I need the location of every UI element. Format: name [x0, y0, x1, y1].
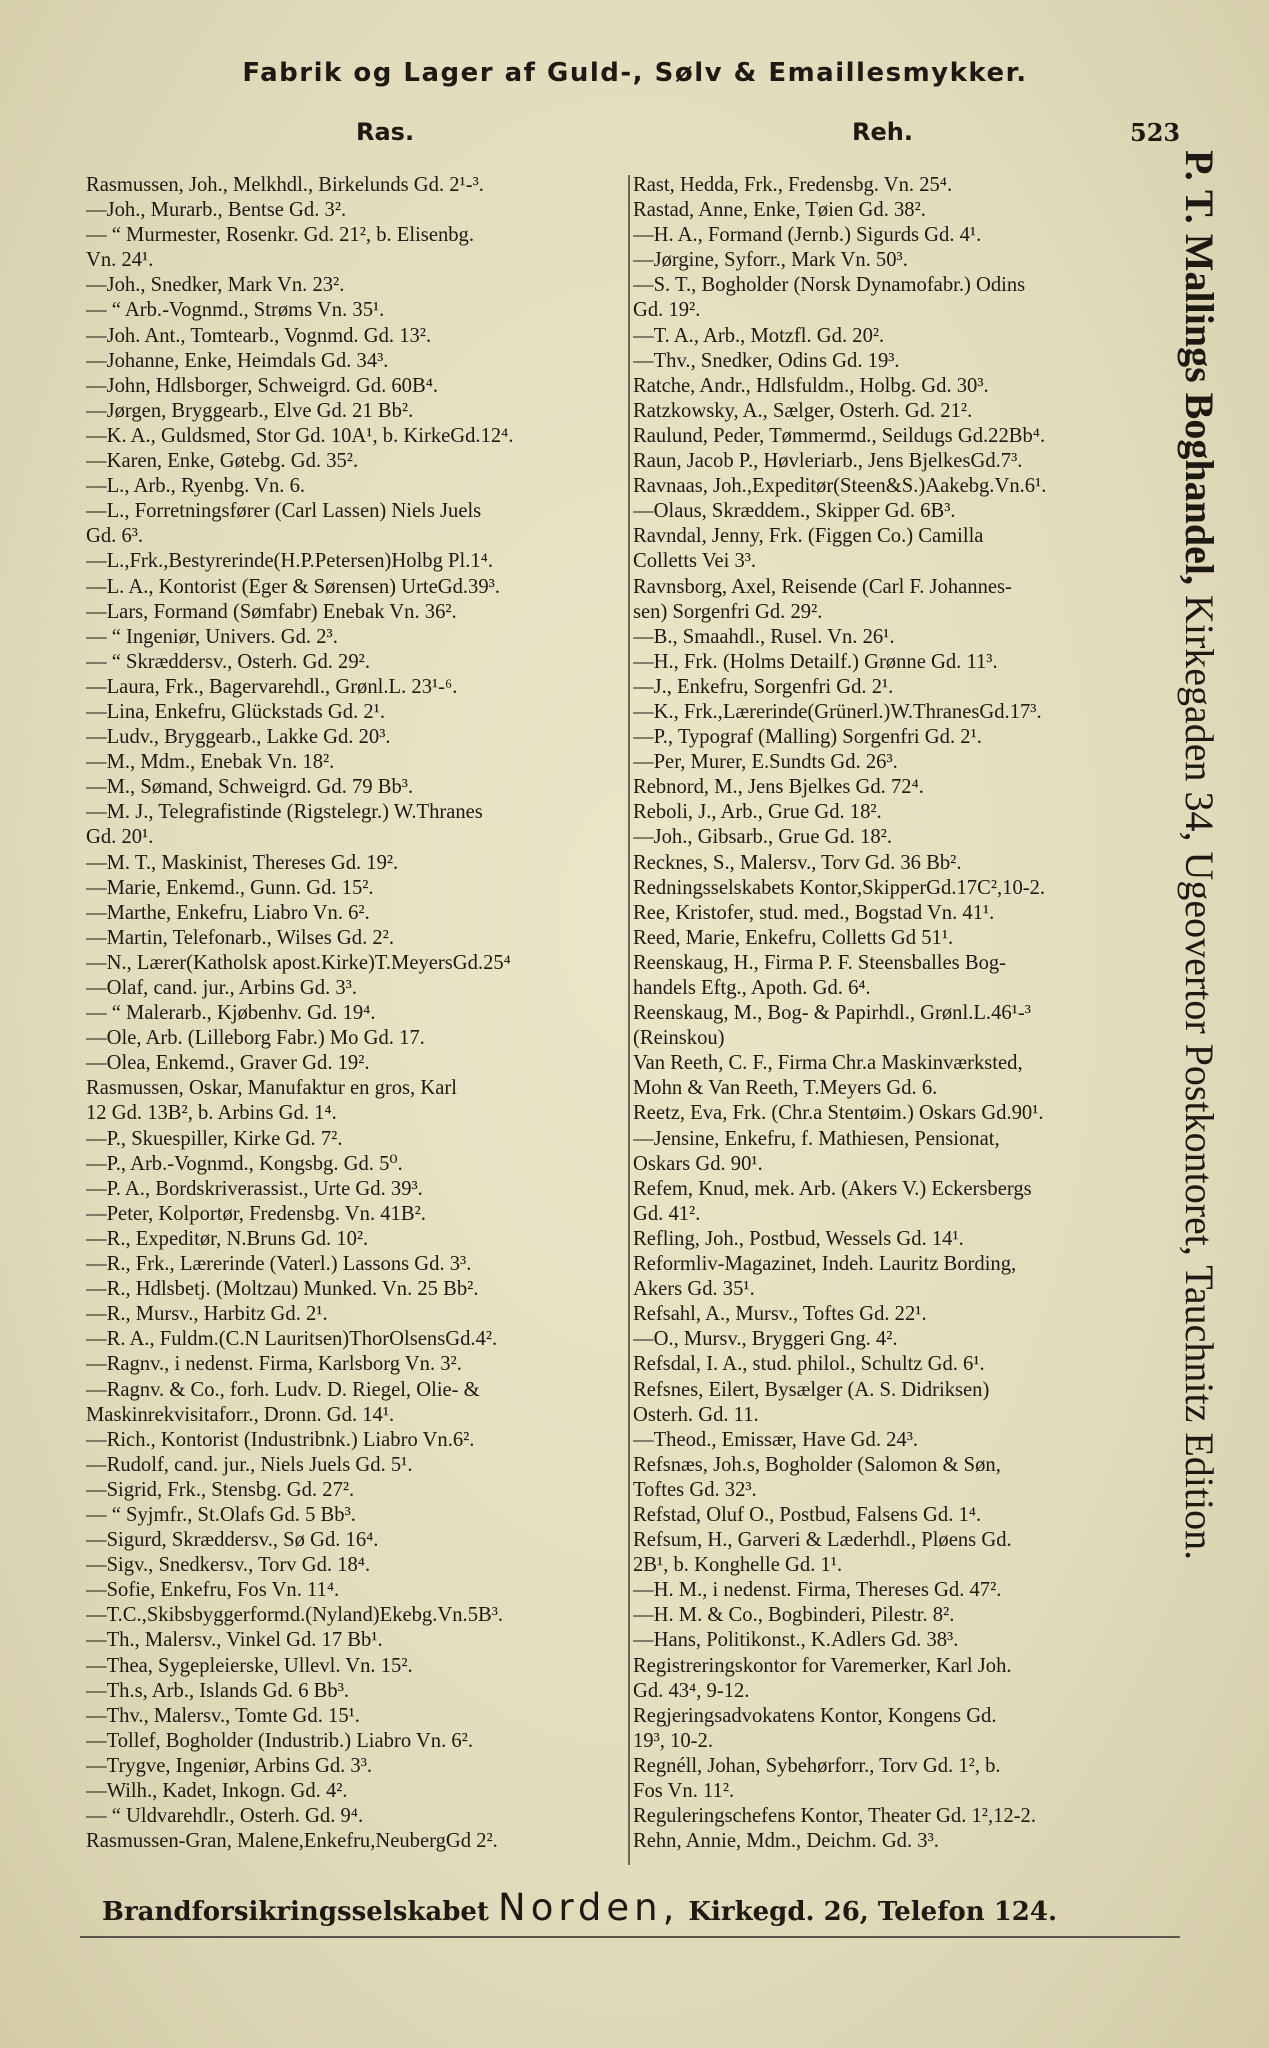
directory-entry-line: —P., Skuespiller, Kirke Gd. 7². [86, 1127, 343, 1150]
directory-entry-line: Rasmussen, Joh., Melkhdl., Birkelunds Gd. 2¹-³. [86, 174, 484, 196]
directory-entry-line: —Joh., Snedker, Mark Vn. 23². [86, 274, 345, 297]
directory-entry-line: — “ Arb.-Vognmd., Strøms Vn. 35¹. [86, 299, 385, 322]
directory-entry-line: —L.,Frk.,Bestyrerinde(H.P.Petersen)Holbg Pl.1⁴. [86, 550, 493, 573]
directory-entry-line: —R., Expeditør, N.Bruns Gd. 10². [86, 1227, 369, 1250]
directory-entry-line: —Olea, Enkemd., Graver Gd. 19². [86, 1052, 370, 1075]
directory-entry-line: —L., Forretningsfører (Carl Lassen) Niels Juels [86, 500, 482, 523]
directory-entry-line: —Theod., Emissær, Have Gd. 24³. [633, 1428, 919, 1451]
directory-entry-line: —K. A., Guldsmed, Stor Gd. 10A¹, b. KirkeGd.12⁴. [86, 424, 514, 447]
directory-entry-line: Redningsselskabets Kontor,SkipperGd.17C²,10-2. [633, 876, 1046, 899]
directory-entry-line: Reenskaug, H., Firma P. F. Steensballes Bog- [633, 951, 1007, 974]
directory-entry-line: Reenskaug, M., Bog- & Papirhdl., Grønl.L.46¹-³ [633, 1002, 1031, 1025]
directory-entry-line: Akers Gd. 35¹. [633, 1278, 755, 1301]
side-advertisement [1164, 150, 1234, 1930]
directory-entry-line: Toftes Gd. 32³. [633, 1478, 757, 1501]
directory-entry-line: —T.C.,Skibsbyggerformd.(Nyland)Ekebg.Vn.5B³. [86, 1604, 504, 1627]
directory-entry-line: Ratche, Andr., Hdlsfuldm., Holbg. Gd. 30³. [633, 374, 989, 397]
directory-entry-line: Osterh. Gd. 11. [633, 1403, 759, 1426]
directory-entry-line: —Ole, Arb. (Lilleborg Fabr.) Mo Gd. 17. [86, 1027, 425, 1050]
directory-entry-line: Gd. 19². [633, 299, 701, 322]
directory-entry-line: —John, Hdlsborger, Schweigrd. Gd. 60B⁴. [86, 374, 439, 397]
directory-entry-line: —K., Frk.,Lærerinde(Grünerl.)W.ThranesGd.17³. [633, 700, 1042, 723]
directory-entry-line: —Per, Murer, E.Sundts Gd. 26³. [633, 751, 898, 774]
directory-entry-line: Rastad, Anne, Enke, Tøien Gd. 38². [633, 199, 926, 222]
directory-entry-line: —T. A., Arb., Motzfl. Gd. 20². [633, 324, 885, 347]
directory-entry-line: Gd. 43⁴, 9-12. [633, 1679, 750, 1702]
directory-entry-line: — “ Ingeniør, Univers. Gd. 2³. [86, 625, 338, 648]
directory-entry-line: Raun, Jacob P., Høvleriarb., Jens BjelkesGd.7³. [633, 450, 1023, 473]
directory-entry-line: —Ludv., Bryggearb., Lakke Gd. 20³. [86, 726, 391, 749]
directory-entry-line: —Ragnv. & Co., forh. Ludv. D. Riegel, Olie- & [86, 1378, 480, 1401]
directory-entry-line: —Thea, Sygepleierske, Ullevl. Vn. 15². [86, 1654, 413, 1677]
directory-entry-line: —Rudolf, cand. jur., Niels Juels Gd. 5¹. [86, 1453, 413, 1476]
directory-entry-line: —O., Mursv., Bryggeri Gng. 4². [633, 1328, 898, 1351]
directory-entry-line: 12 Gd. 13B², b. Arbins Gd. 1⁴. [86, 1102, 337, 1125]
directory-entry-line: —Thv., Snedker, Odins Gd. 19³. [633, 349, 900, 372]
directory-entry-line: —Jørgen, Bryggearb., Elve Gd. 21 Bb². [86, 399, 414, 422]
directory-entry-line: —M., Mdm., Enebak Vn. 18². [86, 751, 335, 774]
directory-entry-line: —Sigrid, Frk., Stensbg. Gd. 27². [86, 1478, 355, 1501]
directory-entry-line: —L., Arb., Ryenbg. Vn. 6. [86, 475, 306, 498]
directory-entry-line: handels Eftg., Apoth. Gd. 6⁴. [633, 977, 871, 999]
directory-entry-line: Reboli, J., Arb., Grue Gd. 18². [633, 801, 882, 824]
directory-entry-line: —Trygve, Ingeniør, Arbins Gd. 3³. [86, 1754, 373, 1777]
directory-entry-line: —P., Arb.-Vognmd., Kongsbg. Gd. 5⁰. [86, 1152, 403, 1175]
directory-entry-line: —Lina, Enkefru, Glückstads Gd. 2¹. [86, 700, 386, 723]
directory-entry-line: Refsdal, I. A., stud. philol., Schultz Gd. 6¹. [633, 1353, 985, 1376]
directory-entry-line: —H., Frk. (Holms Detailf.) Grønne Gd. 11³. [633, 650, 998, 673]
directory-entry-line: Rasmussen-Gran, Malene,Enkefru,NeubergGd 2². [86, 1830, 498, 1853]
directory-entry-line: Rehn, Annie, Mdm., Deichm. Gd. 3³. [633, 1830, 939, 1853]
directory-entry-line: —Joh. Ant., Tomtearb., Vognmd. Gd. 13². [86, 324, 432, 347]
directory-entry-line: Reformliv-Magazinet, Indeh. Lauritz Bording, [633, 1253, 1017, 1276]
directory-entry-line: —P. A., Bordskriverassist., Urte Gd. 39³. [86, 1177, 423, 1200]
directory-entry-line: —L. A., Kontorist (Eger & Sørensen) UrteGd.39³. [86, 575, 500, 598]
right-column [633, 173, 1170, 1854]
directory-entry-line: Gd. 41². [633, 1202, 701, 1225]
directory-entry-line: Vn. 24¹. [86, 249, 154, 272]
directory-entry-line: —M. T., Maskinist, Thereses Gd. 19². [86, 851, 399, 874]
directory-entry-line: —N., Lærer(Katholsk apost.Kirke)T.MeyersGd.25⁴ [86, 951, 511, 974]
footer-company: Brandforsikringsselskabet [102, 1897, 489, 1927]
directory-entry-line: Ratzkowsky, A., Sælger, Osterh. Gd. 21². [633, 399, 973, 422]
directory-entry-line: Regnéll, Johan, Sybehørforr., Torv Gd. 1², b. [633, 1754, 1001, 1777]
directory-entry-line: —H. A., Formand (Jernb.) Sigurds Gd. 4¹. [633, 224, 982, 247]
directory-entry-line: Gd. 6³. [86, 525, 144, 548]
directory-entry-line: —Sofie, Enkefru, Fos Vn. 11⁴. [86, 1579, 340, 1602]
directory-entry-line: — “ Syjmfr., St.Olafs Gd. 5 Bb³. [86, 1503, 356, 1526]
directory-entry-line: Reetz, Eva, Frk. (Chr.a Stentøim.) Oskars Gd.90¹. [633, 1102, 1044, 1125]
directory-entry-line: —Marie, Enkemd., Gunn. Gd. 15². [86, 876, 374, 899]
directory-entry-line: Fos Vn. 11². [633, 1780, 735, 1802]
directory-entry-line: Recknes, S., Malersv., Torv Gd. 36 Bb². [633, 851, 962, 874]
directory-entry-line: Maskinrekvisitaforr., Dronn. Gd. 14¹. [86, 1403, 395, 1426]
directory-entry-line: Regjeringsadvokatens Kontor, Kongens Gd. [633, 1704, 997, 1727]
directory-entry-line: Van Reeth, C. F., Firma Chr.a Maskinværksted, [633, 1052, 1023, 1075]
left-column [86, 173, 626, 1879]
directory-entry-line: —Olaf, cand. jur., Arbins Gd. 3³. [86, 977, 357, 999]
directory-entry-line: —Laura, Frk., Bagervarehdl., Grønl.L. 23¹-⁶. [86, 675, 458, 698]
directory-entry-line: Oskars Gd. 90¹. [633, 1152, 763, 1175]
directory-entry-line: Ravndal, Jenny, Frk. (Figgen Co.) Camilla [633, 525, 984, 548]
side-ad-text: Kirkegaden 34, Ugeovertor Postkontoret, Tauchnitz Edition. [1177, 594, 1222, 1561]
left-running-head: Ras. [356, 118, 415, 146]
directory-entry-line: —Johanne, Enke, Heimdals Gd. 34³. [86, 349, 389, 372]
footer-advertisement [102, 1886, 1192, 1929]
side-ad-bold: P. T. Mallings Boghandel, [1177, 150, 1222, 585]
directory-entry-line: Refsum, H., Garveri & Læderhdl., Pløens Gd. [633, 1529, 1012, 1552]
directory-entry-line: —Th.s, Arb., Islands Gd. 6 Bb³. [86, 1679, 350, 1702]
directory-entry-line: — “ Murmester, Rosenkr. Gd. 21², b. Elisenbg. [86, 224, 475, 247]
footer-name: Norden, [498, 1886, 680, 1929]
right-running-head: Reh. [852, 118, 913, 146]
directory-entry-line: — “ Uldvarehdlr., Osterh. Gd. 9⁴. [86, 1805, 364, 1828]
directory-entry-line: —Karen, Enke, Gøtebg. Gd. 35². [86, 450, 359, 473]
directory-entry-line: Rebnord, M., Jens Bjelkes Gd. 72⁴. [633, 776, 924, 799]
directory-entry-line: —Olaus, Skræddem., Skipper Gd. 6B³. [633, 500, 956, 523]
page-number: 523 [1130, 118, 1181, 147]
directory-entry-line: Refsnæs, Joh.s, Bogholder (Salomon & Søn, [633, 1453, 1001, 1476]
footer-address: Kirkegd. 26, Telefon 124. [688, 1897, 1058, 1927]
directory-entry-line: Ravnaas, Joh.,Expeditør(Steen&S.)Aakebg.Vn.6¹. [633, 475, 1047, 498]
directory-entry-line: Reed, Marie, Enkefru, Colletts Gd 51¹. [633, 926, 954, 949]
directory-entry-line: —R. A., Fuldm.(C.N Lauritsen)ThorOlsensGd.4². [86, 1328, 498, 1351]
directory-entry-line: —Thv., Malersv., Tomte Gd. 15¹. [86, 1704, 360, 1727]
page-title: Fabrik og Lager af Guld-, Sølv & Emaillesmykker. [242, 58, 1028, 88]
directory-entry-line: —Ragnv., i nedenst. Firma, Karlsborg Vn. 3². [86, 1353, 462, 1376]
directory-entry-line: Ravnsborg, Axel, Reisende (Carl F. Johannes- [633, 575, 1012, 598]
directory-entry-line: — “ Malerarb., Kjøbenhv. Gd. 19⁴. [86, 1002, 376, 1025]
directory-entry-line: —Sigurd, Skræddersv., Sø Gd. 16⁴. [86, 1529, 379, 1552]
directory-entry-line: —J., Enkefru, Sorgenfri Gd. 2¹. [633, 675, 894, 698]
directory-entry-line: Refsnes, Eilert, Bysælger (A. S. Didriksen) [633, 1378, 990, 1401]
directory-entry-line: 2B¹, b. Konghelle Gd. 1¹. [633, 1554, 843, 1577]
directory-entry-line: Rasmussen, Oskar, Manufaktur en gros, Karl [86, 1077, 457, 1100]
directory-entry-line: Refsahl, A., Mursv., Toftes Gd. 22¹. [633, 1303, 927, 1326]
directory-entry-line: —Peter, Kolportør, Fredensbg. Vn. 41B². [86, 1202, 426, 1225]
directory-entry-line: —Rich., Kontorist (Industribnk.) Liabro Vn.6². [86, 1428, 475, 1451]
directory-entry-line: —R., Frk., Lærerinde (Vaterl.) Lassons Gd. 3³. [86, 1253, 472, 1276]
directory-entry-line: —Martin, Telefonarb., Wilses Gd. 2². [86, 926, 394, 949]
directory-entry-line: —R., Hdlsbetj. (Moltzau) Munked. Vn. 25 Bb². [86, 1278, 479, 1301]
directory-entry-line: —P., Typograf (Malling) Sorgenfri Gd. 2¹. [633, 726, 982, 749]
directory-entry-line: (Reinskou) [633, 1027, 725, 1050]
directory-entry-line: Mohn & Van Reeth, T.Meyers Gd. 6. [633, 1077, 938, 1100]
directory-entry-line [86, 1854, 626, 1879]
directory-entry-line: —Sigv., Snedkersv., Torv Gd. 18⁴. [86, 1554, 371, 1577]
directory-entry-line: Refem, Knud, mek. Arb. (Akers V.) Eckersbergs [633, 1177, 1032, 1200]
directory-entry-line: —Jensine, Enkefru, f. Mathiesen, Pensionat, [633, 1127, 1000, 1150]
directory-entry-line: sen) Sorgenfri Gd. 29². [633, 600, 823, 623]
directory-entry-line: —Th., Malersv., Vinkel Gd. 17 Bb¹. [86, 1629, 383, 1652]
directory-entry-line: —M., Sømand, Schweigrd. Gd. 79 Bb³. [86, 776, 414, 799]
directory-entry-line: 19³, 10-2. [633, 1729, 713, 1752]
directory-entry-line: Ree, Kristofer, stud. med., Bogstad Vn. 41¹. [633, 901, 995, 924]
directory-entry-line: Refling, Joh., Postbud, Wessels Gd. 14¹. [633, 1227, 964, 1250]
directory-entry-line: Gd. 20¹. [86, 826, 154, 849]
column-divider [628, 175, 630, 1865]
directory-entry-line: —H. M., i nedenst. Firma, Thereses Gd. 47². [633, 1579, 1002, 1602]
directory-entry-line: Colletts Vei 3³. [633, 550, 757, 573]
directory-entry-line: Refstad, Oluf O., Postbud, Falsens Gd. 1⁴. [633, 1503, 982, 1526]
directory-entry-line: —M. J., Telegrafistinde (Rigstelegr.) W.Thranes [86, 801, 483, 824]
directory-entry-line: —Hans, Politikonst., K.Adlers Gd. 38³. [633, 1629, 959, 1652]
directory-entry-line: —B., Smaahdl., Rusel. Vn. 26¹. [633, 625, 895, 648]
directory-entry-line: —Lars, Formand (Sømfabr) Enebak Vn. 36². [86, 600, 457, 623]
footer-rule [80, 1936, 1180, 1938]
directory-entry-line: —Joh., Murarb., Bentse Gd. 3². [86, 199, 347, 222]
directory-entry-line: —Jørgine, Syforr., Mark Vn. 50³. [633, 249, 908, 272]
directory-entry-line: Reguleringschefens Kontor, Theater Gd. 1²,12-2. [633, 1805, 1037, 1828]
directory-entry-line: —R., Mursv., Harbitz Gd. 2¹. [86, 1303, 328, 1326]
directory-entry-line: —Marthe, Enkefru, Liabro Vn. 6². [86, 901, 370, 924]
directory-entry-line: —Tollef, Bogholder (Industrib.) Liabro Vn. 6². [86, 1729, 473, 1752]
directory-entry-line: —Joh., Gibsarb., Grue Gd. 18². [633, 826, 892, 849]
directory-entry-line: Rast, Hedda, Frk., Fredensbg. Vn. 25⁴. [633, 174, 953, 196]
directory-entry-line: —S. T., Bogholder (Norsk Dynamofabr.) Odins [633, 274, 1026, 297]
directory-entry-line: Registreringskontor for Varemerker, Karl Joh. [633, 1654, 1012, 1677]
directory-entry-line: — “ Skræddersv., Osterh. Gd. 29². [86, 650, 370, 673]
directory-entry-line: —Wilh., Kadet, Inkogn. Gd. 4². [86, 1780, 348, 1802]
directory-entry-line: —H. M. & Co., Bogbinderi, Pilestr. 8². [633, 1604, 955, 1627]
directory-entry-line: Raulund, Peder, Tømmermd., Seildugs Gd.22Bb⁴. [633, 424, 1046, 447]
